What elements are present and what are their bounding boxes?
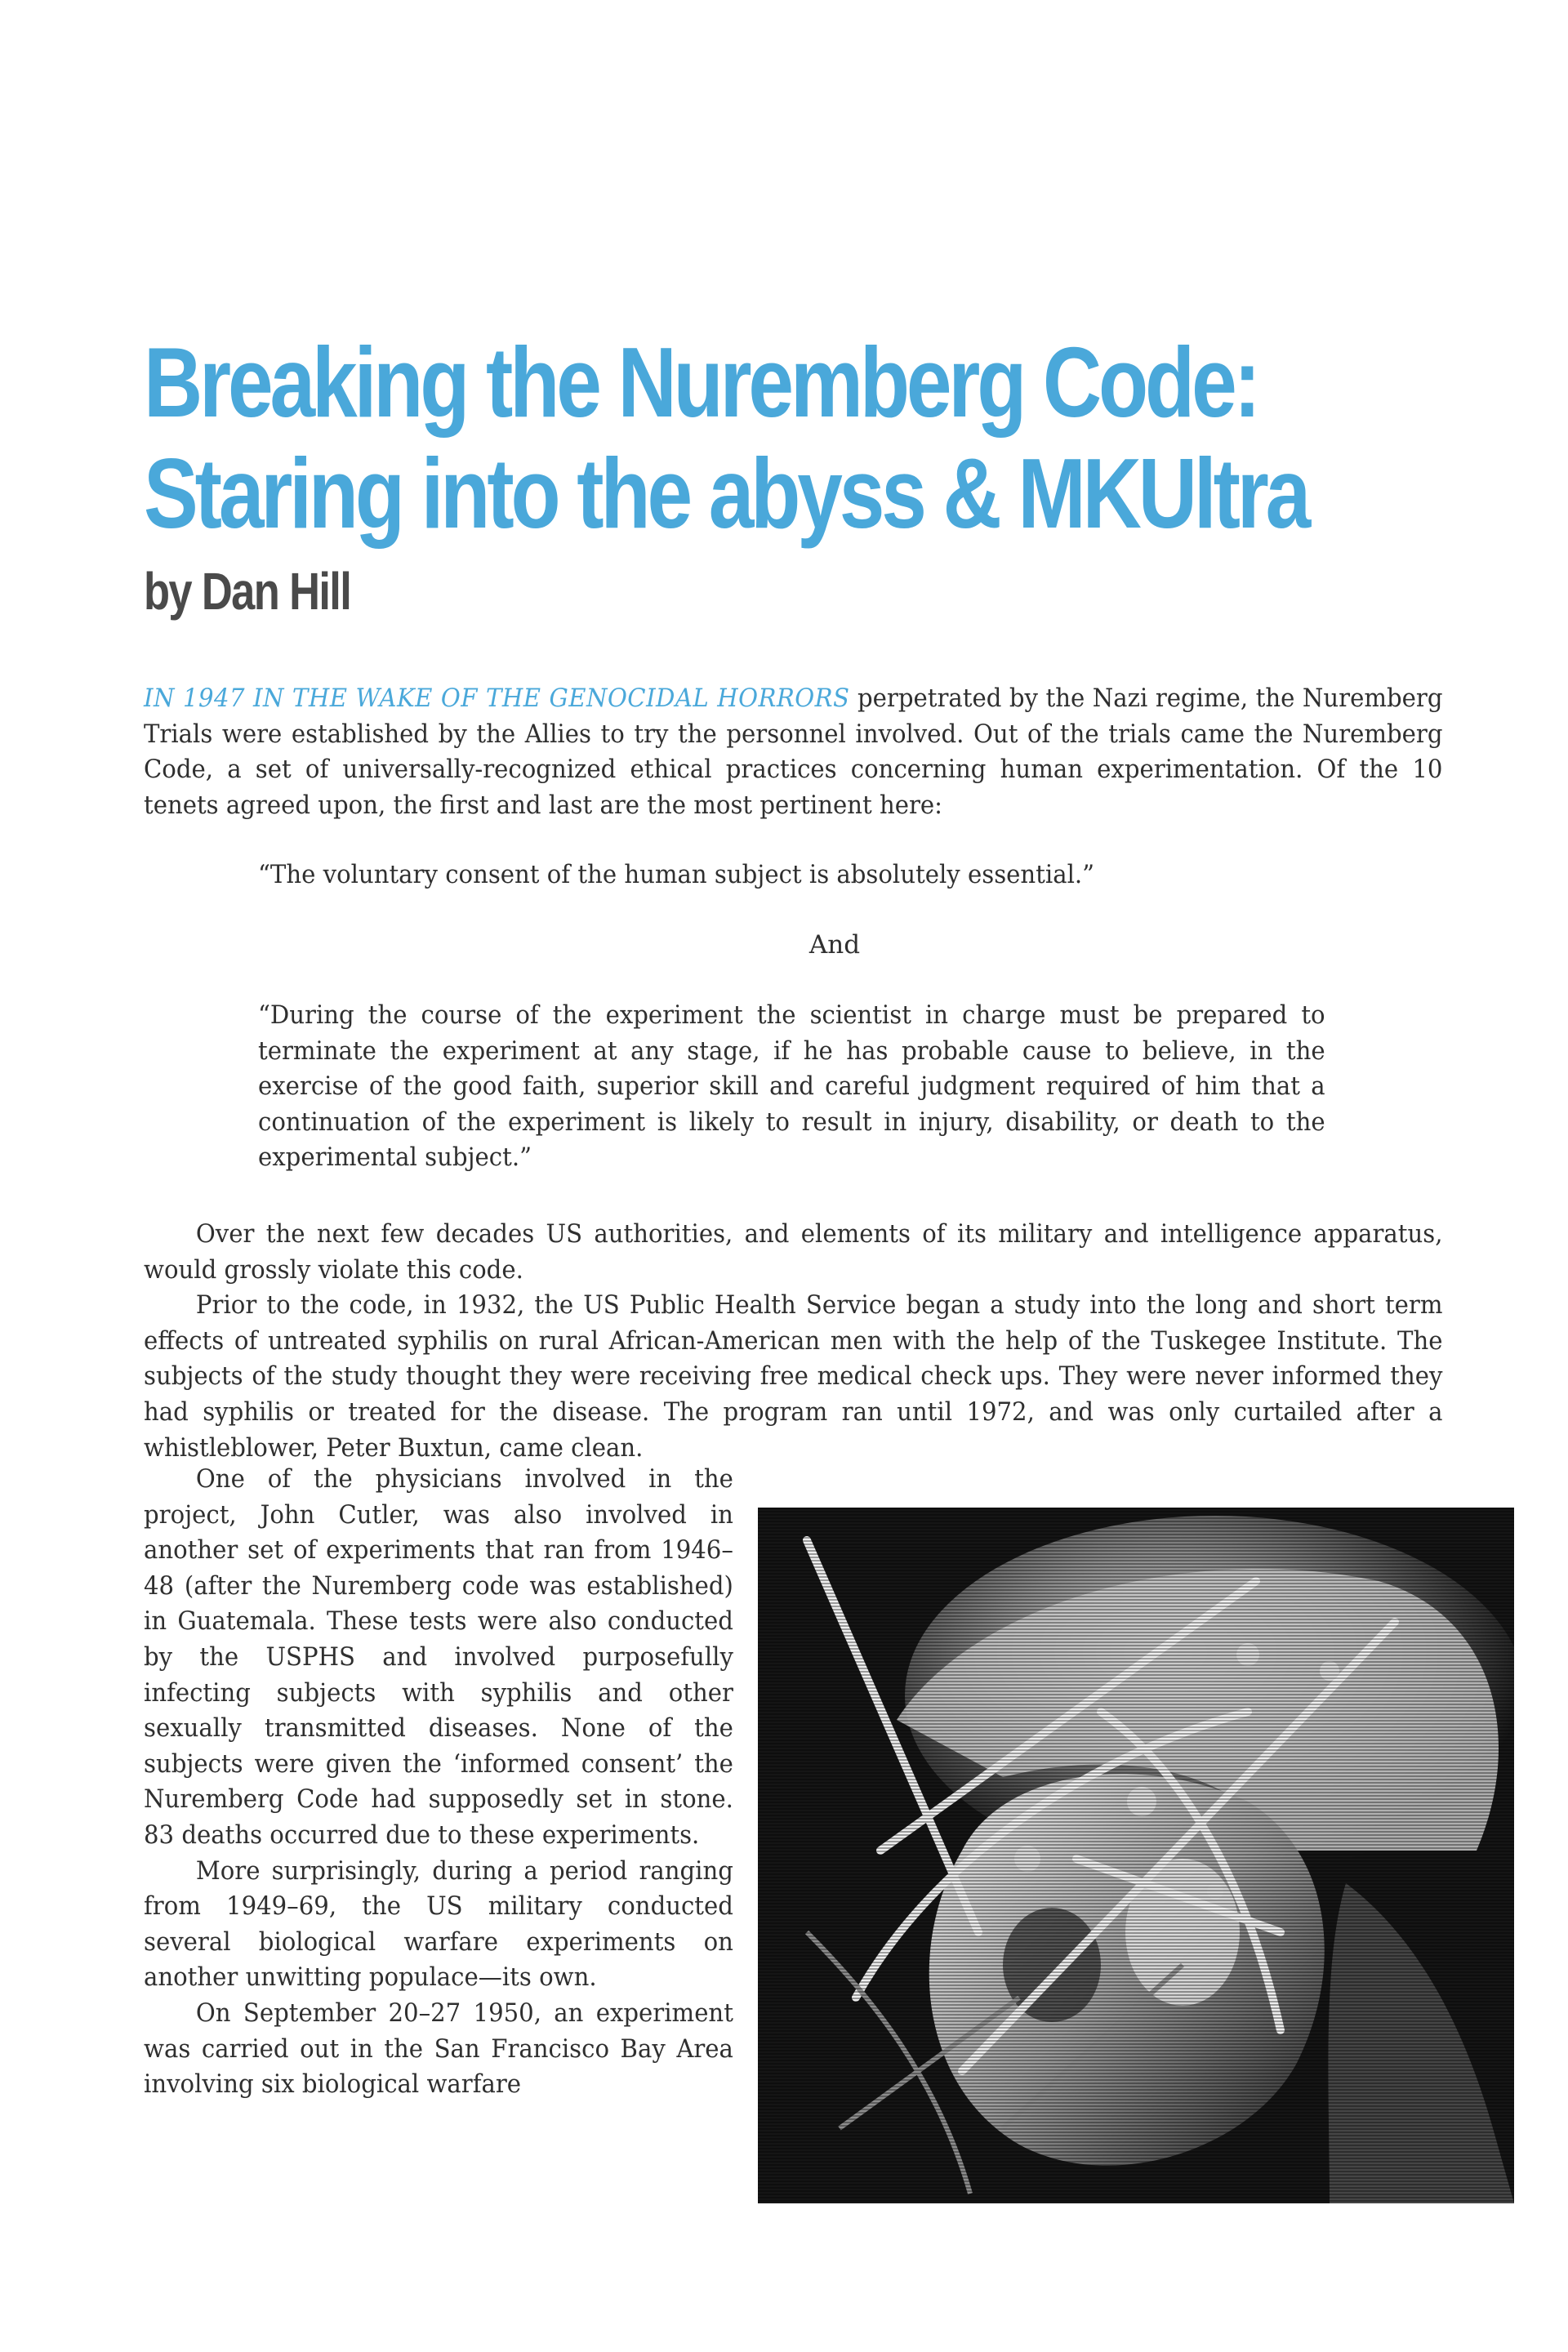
article-title <box>144 327 1308 549</box>
intro-lead-in: IN 1947 IN THE WAKE OF THE GENOCIDAL HORRORS <box>144 684 850 713</box>
paragraph-code-violation: Over the next few decades US authorities, and elements of its military and intelligence apparatus, would grossly violate this code. <box>144 1219 1443 1285</box>
paragraph-tuskegee: Prior to the code, in 1932, the US Public Health Service began a study into the long and short term effects of untreated syphilis on rural African-American men with the help of the Tuskegee Institute. The subjects of the study thought they were receiving free medical check ups. They were never informed they had syphilis or treated for the disease. The program ran until 1972, and was only curtailed after a whistleblower, Peter Buxtun, came clean. <box>144 1290 1443 1463</box>
main-text <box>144 1217 1442 1466</box>
experiment-photo <box>758 1508 1514 2203</box>
paragraph-biowarfare: More surprisingly, during a period ranging from 1949–69, the US military conducted several biological warfare experiments on another unwitting populace—its own. <box>144 1855 733 1993</box>
paragraph-san-francisco: On September 20–27 1950, an experiment was carried out in the San Francisco Bay Area involving six biological warfare <box>144 1998 733 2100</box>
intro-text: perpetrated by the Nazi regime, the Nuremberg Trials were established by the Allies to try the personnel involved. Out of the trials came the Nuremberg Code, a set of universally-recognized ethical practices concerning human experimentation. Of the 10 tenets agreed upon, the first and last are the most pertinent here: <box>144 684 1443 820</box>
block-quote-last-tenet: “During the course of the experiment the scientist in charge must be prepared to terminate the experiment at any stage, if he has probable cause to believe, in the exercise of the good faith, superior skill and careful judgment required of him that a continuation of the experiment is likely to result in injury, disability, or death to the experimental subject.” <box>258 1000 1325 1173</box>
byline: by Dan Hill <box>144 562 351 621</box>
quote-separator: And <box>808 930 861 960</box>
block-quote-first-tenet: “The voluntary consent of the human subject is absolutely essential.” <box>258 860 1095 889</box>
paragraph-guatemala: One of the physicians involved in the project, John Cutler, was also involved in another set of experiments that ran from 1946–48 (after the Nuremberg code was established) in Guatemala. These tests were also conducted by the USPHS and involved purposefully infecting subjects with syphilis and other sexually transmitted diseases. None of the subjects were given the ‘informed consent’ the Nuremberg Code had supposedly set in stone. 83 deaths occurred due to these experiments. <box>144 1464 733 1850</box>
left-column-text <box>144 1462 733 2103</box>
photo-illustration <box>758 1508 1514 2203</box>
intro-paragraph <box>144 681 1442 823</box>
title-line-2: Staring into the abyss & MKUltra <box>144 438 1308 549</box>
title-line-1: Breaking the Nuremberg Code: <box>144 327 1258 438</box>
